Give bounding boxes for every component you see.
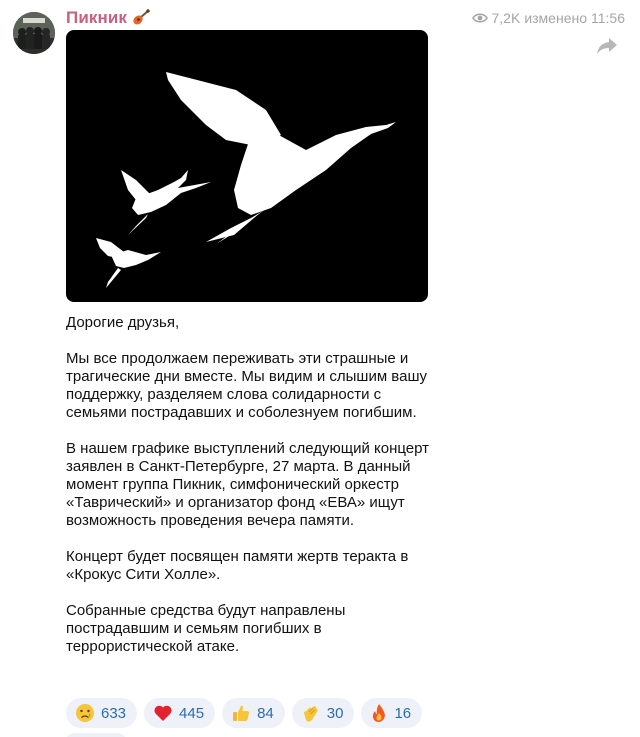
- guitar-icon: [132, 8, 150, 27]
- fire-icon: [370, 703, 388, 723]
- large-crane: [166, 72, 396, 244]
- reaction-count: 445: [179, 704, 205, 722]
- reaction-heart[interactable]: [144, 698, 215, 728]
- reaction-row-partial: [66, 733, 126, 737]
- post-paragraph: Концерт будет посвящен памяти жертв теракта в «Крокус Сити Холле».: [66, 548, 409, 583]
- small-crane: [96, 238, 161, 288]
- medium-crane: [121, 170, 211, 235]
- reaction-count: 16: [394, 704, 412, 722]
- red-heart-icon: [153, 704, 173, 722]
- view-count: 7,2K: [491, 10, 521, 26]
- post-photo[interactable]: [66, 30, 428, 302]
- cranes-illustration: [66, 30, 428, 302]
- post-paragraph: Мы все продолжаем переживать эти страшные и трагические дни вместе. Мы видим и слышим вашу поддержку, разделяем слова солидарности с семьями пострадавших и соболезнуем погибшим.: [66, 350, 427, 421]
- reaction-clapping[interactable]: [292, 698, 355, 728]
- channel-avatar[interactable]: [13, 12, 55, 54]
- share-icon[interactable]: [596, 36, 618, 56]
- reaction-fire[interactable]: [361, 698, 422, 728]
- reactions-bar: [66, 698, 422, 728]
- clapping-hands-icon: [301, 703, 321, 723]
- channel-name-text: Пикник: [66, 8, 128, 27]
- post-text: [66, 314, 436, 674]
- post-paragraph: Дорогие друзья,: [66, 314, 180, 331]
- post-time: 11:56: [591, 10, 625, 26]
- edited-label: изменено: [524, 10, 587, 26]
- post-paragraph: Собранные средства будут направлены пострадавшим и семьям погибших в террористической атаке.: [66, 602, 346, 655]
- crying-face-icon: [75, 703, 95, 723]
- post-paragraph: В нашем графике выступлений следующий концерт заявлен в Санкт-Петербурге, 27 марта. В данный момент группа Пикник, симфонический оркестр «Таврический» и организатор фонд «ЕВА» ищут возможность проведения вечера памяти.: [66, 440, 430, 529]
- eye-icon: [472, 12, 488, 24]
- reaction-count: 84: [257, 704, 274, 722]
- reaction-count: 633: [101, 704, 127, 722]
- channel-name[interactable]: [66, 8, 150, 28]
- thumbs-up-icon: [231, 703, 251, 723]
- reaction-crying[interactable]: [66, 698, 137, 728]
- post-meta: [472, 10, 626, 26]
- reaction-count: 30: [326, 704, 344, 722]
- reaction-thumbs-up[interactable]: [222, 698, 285, 728]
